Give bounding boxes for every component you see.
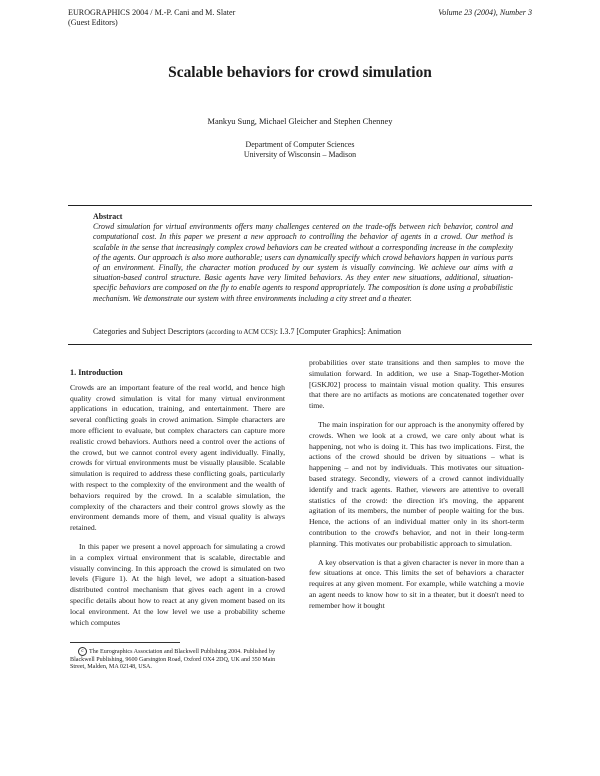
journal-line: EUROGRAPHICS 2004 / M.-P. Cani and M. Slater bbox=[68, 8, 236, 17]
abstract-body: Crowd simulation for virtual environments offers many challenges centered on the trade-offs between rich behavior, control and computational cost. In this paper we present a new approach to controlling the behavior of agents in a crowd. Our method is scalable in the sense that increasingly complex crowd behaviors can be created without a corresponding increase in the complexity of the agents. Our approach is also more authorable; users can dynamically specify which crowd behaviors happen in various parts of an environment. Finally, the character motion produced by our system is visually convincing. We achieve our aims with a situation-based control structure. Basic agents have very limited behaviors. As they enter new situations, additional, situation-specific behaviors are composed on the fly to enable agents to respond appropriately. The composition is done using a probabilistic mechanism. We demonstrate our system with three environments including a city street and a theater. bbox=[93, 222, 513, 303]
right-column bbox=[309, 358, 524, 612]
guest-editors: (Guest Editors) bbox=[68, 18, 118, 27]
right-paragraph-2: The main inspiration for our approach is the anonymity offered by crowds. When we look at a crowd, we care only about what is happening, not who is doing it. This has two implications. First, the actions of the crowd should be driven by situations – what is happening – and not by individuals. This motivates our situation-based strategy. Secondly, viewers of a crowd cannot individually identify and track agents. Rather, viewers are attentive to overall statistics of the crowd: the direction it's moving, the apparent agitation of its members, the number of people waiting for the bus. Hence, the actions of an individual matter only in its short-term contribution to the crowd's behavior, and not in their long-term planning. This motivates our probabilistic approach to simulation. bbox=[309, 419, 524, 548]
abstract-top-rule bbox=[68, 205, 532, 206]
footnote-text: The Eurographics Association and Blackwell Publishing 2004. Published by Blackwell Publishing, 9600 Garsington Road, Oxford OX4 2DQ, UK and 350 Main Street, Malden, MA 02148, USA. bbox=[70, 648, 276, 671]
copyright-icon: c bbox=[78, 647, 87, 656]
right-paragraph-1: probabilities over state transitions and then samples to move the simulation forward. In addition, we use a Snap-Together-Motion [GSKJ02] process to maintain visual motion quality. This ensures that there are no artifacts as motions are concatenated together over time. bbox=[309, 358, 524, 411]
department: Department of Computer Sciences bbox=[245, 140, 355, 149]
volume-line: Volume 23 (2004), Number 3 bbox=[438, 8, 532, 17]
categories-label: Categories and Subject Descriptors bbox=[93, 327, 205, 336]
abstract bbox=[93, 212, 513, 304]
running-header-left bbox=[68, 8, 235, 28]
authors: Mankyu Sung, Michael Gleicher and Stephen Chenney bbox=[207, 117, 393, 126]
right-paragraph-3: A key observation is that a given character is never in more than a few situations at once. This limits the set of behaviors a character requires at any given moment. For example, while watching a movie an agent needs to know how to sit in a theater, but it doesn't need to remember how it bought bbox=[309, 557, 524, 610]
paper-title: Scalable behaviors for crowd simulation bbox=[168, 64, 432, 81]
footnote-rule bbox=[70, 642, 180, 643]
categories bbox=[93, 327, 523, 338]
affiliation bbox=[0, 140, 600, 160]
abstract-heading: Abstract bbox=[93, 212, 123, 221]
abstract-bottom-rule bbox=[68, 344, 532, 345]
copyright-footnote bbox=[70, 647, 285, 672]
categories-according: (according to ACM CCS) bbox=[206, 329, 276, 336]
intro-paragraph-1: Crowds are an important feature of the real world, and hence high quality crowd simulation is vital for many virtual environment applications in education, training, and entertainment. There are several conflicting goals in crowd animation. Simple characters are more efficient to evaluate, but complex characters can capture more realistic crowd behaviors. Authors need a control over the actions of the crowd, but we cannot control every agent individually. Finally, crowds for virtual environments must be visually plausible. Scalable simulation is required to address these conflicting goals, particularly with respect to the complexity of the environment and the wealth of behaviors required by the crowd. In a scalable simulation, the complexity of the characters and their control grows slowly as the environment demands more of them, and visual quality is always retained. bbox=[70, 382, 285, 533]
university: University of Wisconsin – Madison bbox=[243, 150, 357, 159]
intro-paragraph-2: In this paper we present a novel approach for simulating a crowd in a complex virtual environment that is scalable, directable and visually convincing. In this approach the crowd is simulated on two levels (Figure 1). At the high level, we adopt a situation-based distributed control mechanism that gives each agent in a crowd specific details about how to react at any given moment based on its local environment. At the low level we use a probability scheme which computes bbox=[70, 541, 285, 627]
section-heading-introduction: 1. Introduction bbox=[70, 368, 123, 377]
categories-value: : I.3.7 [Computer Graphics]: Animation bbox=[275, 327, 402, 336]
left-column bbox=[70, 368, 285, 628]
